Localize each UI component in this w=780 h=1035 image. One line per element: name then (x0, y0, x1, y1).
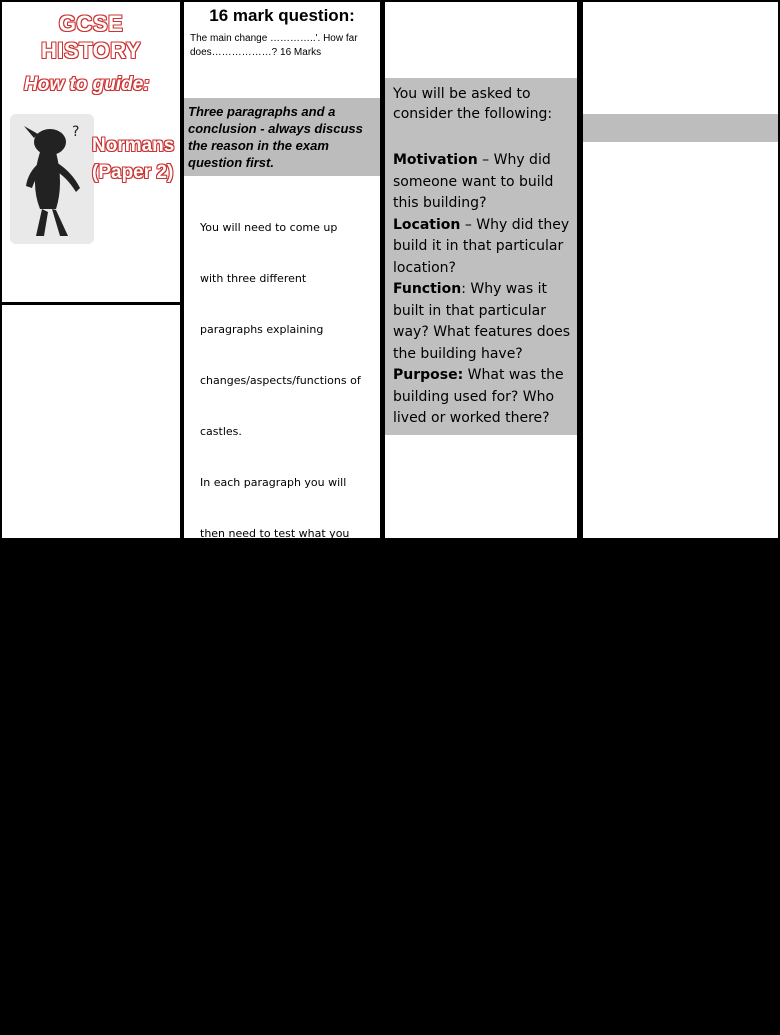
guidance-line: changes/aspects/functions of (200, 374, 361, 387)
left-panel (2, 2, 180, 302)
guidance-line: Therefore……. (200, 986, 279, 999)
thinking-person-icon (10, 114, 94, 244)
paragraph-note: Three paragraphs and a conclusion - always discuss the reason in the exam question first. (188, 104, 363, 170)
grey-divider-bar (583, 114, 778, 142)
list-item (393, 281, 570, 362)
middle-panel (184, 2, 380, 999)
item-text: – Why did someone want to build this building? (393, 152, 554, 211)
normans-label: Normans (92, 135, 175, 156)
guidance-line: with three different (200, 272, 307, 285)
question-subtitle: The main change …………..'. How far does………………? 16 Marks (190, 33, 358, 58)
normans-heading (92, 132, 174, 186)
list-item (393, 152, 553, 211)
guidance-text (200, 185, 376, 1035)
guidance-line: In each paragraph you will (200, 476, 347, 489)
item-label-location: Location (393, 216, 461, 233)
item-label-motivation: Motivation (393, 152, 478, 168)
guidance-line: know about Pevensey Castle (200, 578, 358, 591)
thinking-figure-image (10, 114, 94, 244)
guidance-line: E.g- A key reason why castles (200, 731, 364, 744)
item-label-function: Function (393, 281, 462, 297)
guidance-line: castle… (200, 884, 244, 897)
svg-text:?: ? (72, 124, 80, 140)
how-to-heading: How to guide: (24, 74, 150, 95)
list-item (393, 367, 564, 426)
list-item (393, 217, 569, 276)
consider-panel (385, 2, 577, 538)
left-lower-panel (2, 305, 180, 538)
title-line-gcse: GCSE (58, 11, 124, 36)
item-text: What was the building used for? Who lived or worked there? (393, 367, 564, 426)
title-line-history: HISTORY (40, 38, 142, 63)
guidance-line: were built was…. (200, 782, 295, 795)
consider-list (393, 150, 575, 430)
guidance-line: castles. (200, 425, 242, 438)
guidance-line: paragraphs explaining (200, 323, 324, 336)
guidance-line: You will need to come up (200, 221, 338, 234)
guidance-line: This is important as…. (200, 935, 324, 948)
question-title: 16 mark question: (209, 6, 355, 25)
main-title (2, 10, 180, 64)
item-text: – Why did they build it in that particular location? (393, 216, 570, 276)
item-label-purpose: Purpose: (393, 367, 464, 383)
right-panel (583, 2, 778, 538)
consider-intro: You will be asked to consider the following: (393, 86, 553, 122)
paper-label: (Paper 2) (92, 162, 174, 183)
guidance-line: then need to test what you (200, 527, 350, 540)
guidance-line: 20 Minutes on this question. (200, 680, 357, 693)
item-text: : Why was it built in that particular way? What features does the building have? (393, 281, 571, 362)
guidance-line: against it. (200, 629, 255, 642)
guidance-line: I know this as at Pevensey (200, 833, 346, 846)
